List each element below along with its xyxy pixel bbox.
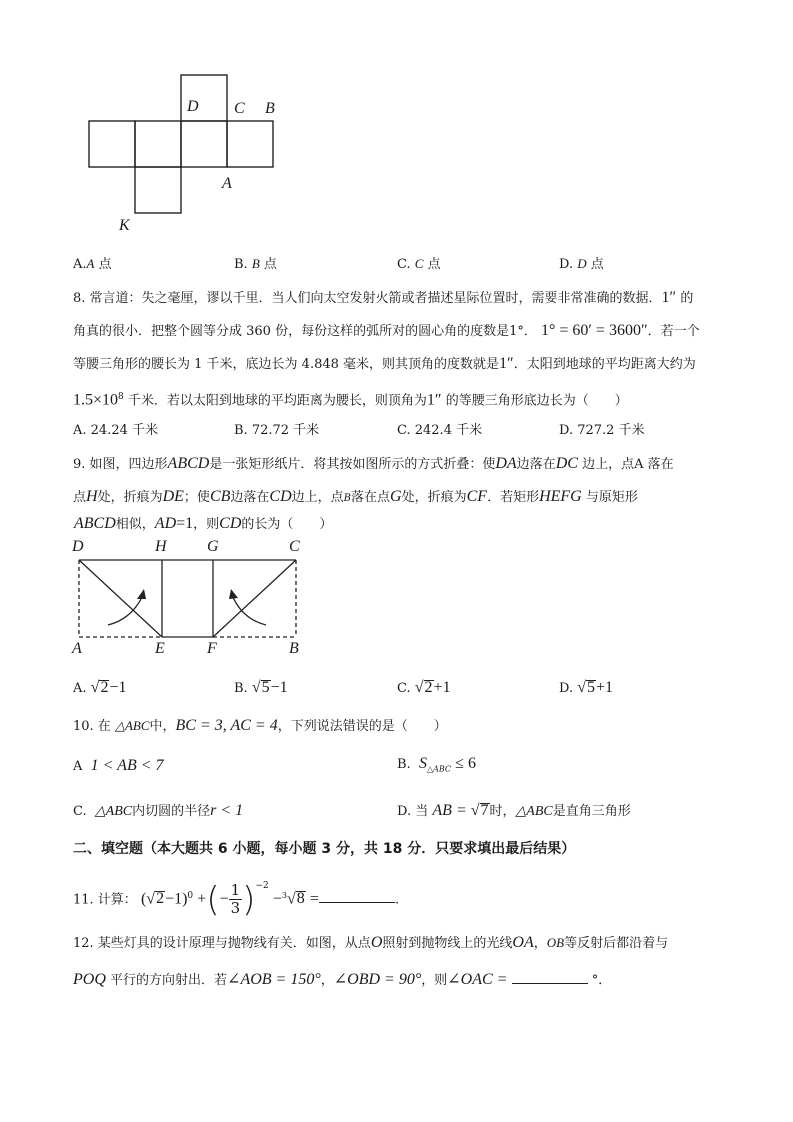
crease-de <box>79 560 162 637</box>
crease-cf <box>213 560 296 637</box>
q8-line-2: 角真的很小．把整个圆等分成 360 份，每份这样的弧所对的圆心角的度数是1°． 1° = 60′ = 3600″．若一个 <box>73 322 700 339</box>
cube-label-k: K <box>119 217 130 234</box>
q11-answer-blank[interactable] <box>319 888 395 903</box>
q10-option-b[interactable]: B. $S_{\triangle ABC} \le 6$ <box>397 755 476 774</box>
net-square-4 <box>227 121 273 167</box>
q9-option-a[interactable]: A. √2−1 <box>73 679 127 696</box>
fold-label-c: C <box>289 538 300 555</box>
q7-option-d[interactable]: D. D 点 <box>559 256 604 272</box>
net-square-3 <box>181 121 227 167</box>
folding-rectangle-figure <box>70 545 310 650</box>
q11-stem: 11. 计算： $(√2-1)^0$ +(− $\frac{1}{3}$ )$^{-2}$ −$^3$√8 = . <box>73 879 400 920</box>
arrowhead-left-icon <box>137 589 146 599</box>
q12-line-1: 12. 某些灯具的设计原理与抛物线有关．如图，从点O照射到抛物线上的光线OA，OB等反射后都沿着与 <box>73 934 669 951</box>
net-square-2 <box>135 121 181 167</box>
q9-option-c[interactable]: C. √2+1 <box>397 679 451 696</box>
cube-label-c: C <box>234 100 245 117</box>
fold-label-h: H <box>155 538 167 555</box>
net-square-bottom <box>135 167 181 213</box>
q8-line-4: $1.5\times 10^8$ 千米．若以太阳到地球的平均距离为腰长，则顶角为1″ 的等腰三角形底边长为（ ） <box>73 391 628 409</box>
q10-option-c[interactable]: C. △ABC内切圆的半径r < 1 <box>73 802 244 819</box>
net-square-1 <box>89 121 135 167</box>
q8-option-b[interactable]: B. 72.72 千米 <box>234 423 320 438</box>
q9-line-2: 点H处，折痕为DE；使CB边落在CD边上，点B落在点G处，折痕为CF．若矩形HEFG 与原矩形 <box>73 488 638 505</box>
q8-option-c[interactable]: C. 242.4 千米 <box>397 423 483 438</box>
q8-option-d[interactable]: D. 727.2 千米 <box>559 423 645 438</box>
q10-stem: 10. 在 △ABC中，BC = 3, AC = 4，下列说法错误的是（ ） <box>73 717 447 734</box>
q7-option-b[interactable]: B. B 点 <box>234 256 277 272</box>
arrowhead-right-icon <box>229 589 238 599</box>
fold-label-f: F <box>207 640 217 657</box>
q10-option-a[interactable]: A 1 < AB < 7 <box>73 757 164 774</box>
q9-option-d[interactable]: D. √5+1 <box>559 679 614 696</box>
q7-option-a[interactable]: A.A 点 <box>73 256 112 272</box>
q8-line-3: 等腰三角形的腰长为 1 千米，底边长为 4.848 毫米，则其顶角的度数就是1″．太阳到地球的平均距离大约为 <box>73 355 696 372</box>
fold-label-g: G <box>207 538 219 555</box>
fold-label-e: E <box>155 640 165 657</box>
q10-option-d[interactable]: D. 当 AB = √7时，△ABC是直角三角形 <box>397 802 631 819</box>
q12-answer-blank[interactable] <box>512 969 588 984</box>
section-2-heading: 二、填空题（本大题共 6 小题，每小题 3 分，共 18 分．只要求填出最后结果） <box>73 841 576 857</box>
q12-line-2: POQ 平行的方向射出．若∠AOB = 150°，∠OBD = 90°，则∠OAC = °． <box>73 971 612 988</box>
fold-label-a: A <box>72 640 82 657</box>
q9-line-1: 9. 如图，四边形ABCD是一张矩形纸片．将其按如图所示的方式折叠：使DA边落在DC 边上，点A 落在 <box>73 455 674 472</box>
q9-option-b[interactable]: B. √5−1 <box>234 679 288 696</box>
cube-label-a: A <box>222 175 232 192</box>
cube-net-figure <box>84 72 284 238</box>
cube-label-d: D <box>187 98 199 115</box>
cube-label-b: B <box>265 100 275 117</box>
q7-option-c[interactable]: C. C 点 <box>397 256 441 272</box>
q8-option-a[interactable]: A. 24.24 千米 <box>73 423 159 438</box>
fold-label-d: D <box>72 538 84 555</box>
q8-line-1: 8. 常言道：失之毫厘，谬以千里．当人们向太空发射火箭或者描述星际位置时，需要非常准确的数据．1″ 的 <box>73 289 694 306</box>
q9-line-3: ABCD相似，AD=1，则CD的长为（ ） <box>74 515 333 532</box>
fold-arrow-right-icon <box>232 595 266 625</box>
fold-label-b: B <box>289 640 299 657</box>
fold-arrow-left-icon <box>108 595 143 625</box>
